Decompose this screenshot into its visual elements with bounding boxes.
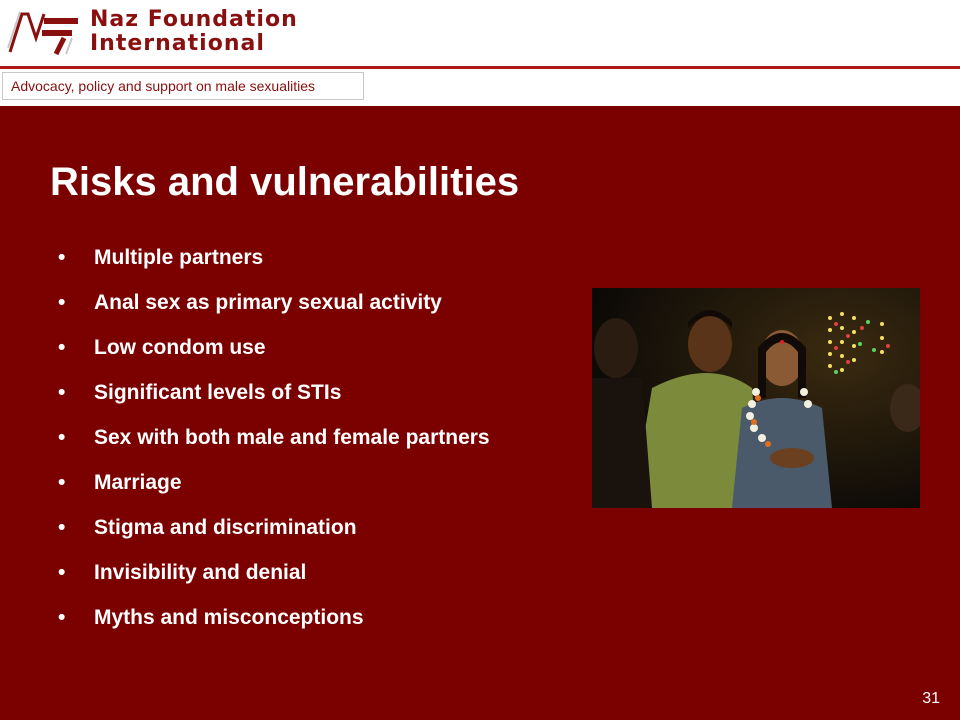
photo-illustration xyxy=(592,288,920,508)
bullet-item: • Sex with both male and female partners xyxy=(56,426,494,450)
bullet-item: • Stigma and discrimination xyxy=(56,516,566,540)
bullet-item: • Multiple partners xyxy=(56,246,566,270)
page-number: 31 xyxy=(922,690,940,707)
bullet-item: • Myths and misconceptions xyxy=(56,606,566,630)
logo-line-2: International xyxy=(90,31,265,56)
bullet-item: • Anal sex as primary sexual activity xyxy=(56,291,566,315)
logo-text xyxy=(90,8,298,56)
logo-line-1: Naz Foundation xyxy=(90,7,298,32)
tagline: Advocacy, policy and support on male sexualities xyxy=(11,78,316,94)
bullet-item: • Significant levels of STIs xyxy=(56,381,566,405)
nfi-logo-icon xyxy=(6,8,86,56)
slide-title: Risks and vulnerabilities xyxy=(50,160,520,204)
header xyxy=(0,0,960,106)
bullet-item: • Invisibility and denial xyxy=(56,561,566,585)
bullet-item: • Marriage xyxy=(56,471,566,495)
slide-photo xyxy=(592,288,920,508)
bullet-item: • Low condom use xyxy=(56,336,566,360)
tagline-box xyxy=(2,72,364,100)
header-divider xyxy=(0,66,960,69)
bullet-list xyxy=(56,246,566,651)
